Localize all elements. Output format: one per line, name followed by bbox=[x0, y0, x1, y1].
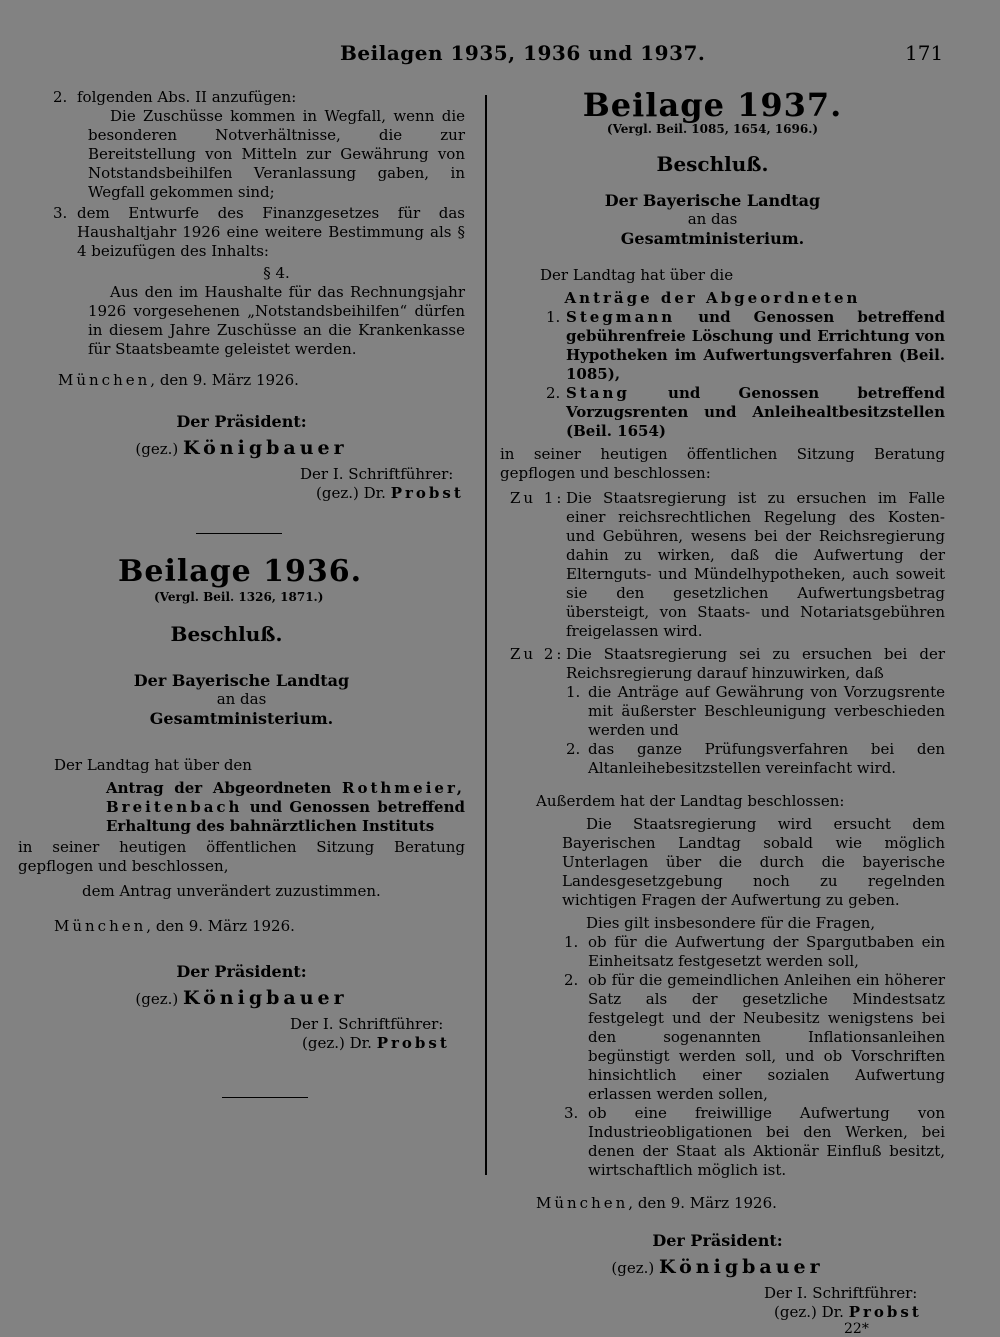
ausserdem-text: Die Staatsregierung wird ersucht dem Bayerischen Landtag sobald wie möglich Unterlagen über die durch die bayerische Landesgesetzgebung noch zu regelnden wichtigen Fragen der Aufwertung zu geben. bbox=[562, 815, 945, 909]
beilage-1937-landtag: Der Bayerische Landtag bbox=[604, 191, 821, 210]
beilage-1936-sitzung: in seiner heutigen öffentlichen Sitzung Beratung gepflogen und beschlossen, bbox=[18, 838, 465, 875]
beilage-1936-zustimmen: dem Antrag unverändert zuzustimmen. bbox=[82, 882, 381, 900]
beilage-1937-intro: Der Landtag hat über die bbox=[540, 266, 734, 284]
ausserdem-line: Außerdem hat der Landtag beschlossen: bbox=[536, 792, 845, 810]
beilage-1936-beschluss: Beschluß. bbox=[170, 622, 283, 646]
zu-2: Zu 2: Die Staatsregierung sei zu ersuchen bei der Reichsregierung darauf hinzuwirken, daß bbox=[510, 645, 945, 682]
zu-2-item-1: 1. die Anträge auf Gewährung von Vorzugsrente mit äußerster Beschleunigung verbeschieden werden und bbox=[566, 683, 945, 739]
date-line: München, den 9. März 1926. bbox=[58, 371, 299, 389]
list-item-3: 3. dem Entwurfe des Finanzgesetzes für das Haushaltjahr 1926 eine weitere Bestimmung als § 4 beizufügen des Inhalts: bbox=[53, 204, 465, 260]
beilage-1936-schriftfuehrer-label: Der I. Schriftführer: bbox=[290, 1015, 444, 1033]
section-rule bbox=[196, 533, 282, 534]
column-divider bbox=[485, 95, 487, 1175]
page-number: 171 bbox=[905, 41, 944, 65]
frage-3: 3. ob eine freiwillige Aufwertung von Industrieobligationen bei den Werken, bei denen der Staat als Aktionär Einfluß besitzt, wirtschaftlich möglich ist. bbox=[564, 1104, 945, 1179]
zu-2-item-2: 2. das ganze Prüfungsverfahren bei den Altanleihebesitzstellen vereinfacht wird. bbox=[566, 740, 945, 777]
beilage-1936-praesident-signature: (gez.) Königbauer bbox=[135, 987, 348, 1009]
beilage-1937-title: Beilage 1937. bbox=[582, 86, 843, 124]
beilage-1936-landtag: Der Bayerische Landtag bbox=[133, 671, 350, 690]
page-header bbox=[0, 41, 1000, 70]
right-column bbox=[500, 88, 945, 1336]
running-title: Beilagen 1935, 1936 und 1937. bbox=[340, 41, 706, 65]
frage-1: 1. ob für die Aufwertung der Spargutbaben ein Einheitsatz festgesetzt werden soll, bbox=[564, 933, 945, 970]
antraege-heading: Anträge der Abgeordneten bbox=[564, 289, 861, 307]
beilage-1937-ministerium: Gesamtministerium. bbox=[620, 229, 805, 248]
beilage-1937-date-line: München, den 9. März 1926. bbox=[536, 1194, 777, 1212]
beilage-1936-intro: Der Landtag hat über den bbox=[54, 756, 252, 774]
antrag-1: 1. Stegmann und Genossen betreffend gebührenfreie Löschung und Errichtung von Hypotheken im Aufwertungsverfahren (Beil. 1085), bbox=[546, 308, 945, 383]
beilage-1937-schriftfuehrer-label: Der I. Schriftführer: bbox=[764, 1284, 918, 1302]
schriftfuehrer-signature: (gez.) Dr. Probst bbox=[316, 484, 464, 502]
beilage-1936-vergl: (Vergl. Beil. 1326, 1871.) bbox=[154, 590, 324, 604]
praesident-label: Der Präsident: bbox=[176, 412, 307, 431]
signature-mark: 22* bbox=[844, 1321, 869, 1337]
schriftfuehrer-label: Der I. Schriftführer: bbox=[300, 465, 454, 483]
beilage-1937-vergl: (Vergl. Beil. 1085, 1654, 1696.) bbox=[606, 122, 819, 136]
fragen-intro: Dies gilt insbesondere für die Fragen, bbox=[586, 914, 876, 932]
beilage-1936-date-line: München, den 9. März 1926. bbox=[54, 917, 295, 935]
frage-2: 2. ob für die gemeindlichen Anleihen ein höherer Satz als der gesetzliche Mindestsatz festgelegt und der Neubesitz wenigstens bei den sogenannten Inflationsanleihen begünstigt werden soll, und ob Vorschriften hinsichtlich einer sozialen Aufwertung erlassen werden sollen, bbox=[564, 971, 945, 1103]
beilage-1936-schriftfuehrer-signature: (gez.) Dr. Probst bbox=[302, 1034, 450, 1052]
paragraph-text: Aus den im Haushalte für das Rechnungsjahr 1926 vorgesehenen „Notstandsbeihilfen“ dürfen in diesem Jahre Zuschüsse an die Krankenkasse für Staatsbeamte geleistet werden. bbox=[88, 283, 465, 358]
paragraph-sign: § 4. bbox=[263, 264, 290, 282]
beilage-1937-praesident-signature: (gez.) Königbauer bbox=[611, 1256, 824, 1278]
bottom-rule bbox=[222, 1097, 308, 1098]
beilage-1937-praesident-label: Der Präsident: bbox=[652, 1231, 783, 1250]
praesident-signature: (gez.) Königbauer bbox=[135, 437, 348, 459]
list-item-2: 2. folgenden Abs. II anzufügen: bbox=[53, 88, 297, 106]
zu-1: Zu 1: Die Staatsregierung ist zu ersuchen im Falle einer reichsrechtlichen Regelung des Kosten- und Gebühren, wesens bei der Reichsregierung dahin zu wirken, daß die Aufwertung der Elternguts- und Mündelhypotheken, auch soweit sie den gesetzlichen Aufwertungsbetrag übersteigt, von Staats- und Notariatsgebühren freigelassen wird. bbox=[510, 489, 945, 640]
left-column bbox=[18, 88, 465, 1098]
beilage-1936-praesident-label: Der Präsident: bbox=[176, 962, 307, 981]
item-2-quote: Die Zuschüsse kommen in Wegfall, wenn die besonderen Notverhältnisse, die zur Bereitstellung von Mitteln zur Gewährung von Notstandsbeihilfen Veranlassung gaben, in Wegfall gekommen sind; bbox=[88, 107, 465, 201]
beilage-1936-an-das: an das bbox=[216, 690, 267, 708]
beilage-1936-title: Beilage 1936. bbox=[118, 554, 363, 589]
beilage-1937-beschluss: Beschluß. bbox=[656, 152, 769, 176]
beilage-1937-sitzung: in seiner heutigen öffentlichen Sitzung Beratung gepflogen und beschlossen: bbox=[500, 445, 945, 482]
beilage-1937-schriftfuehrer-signature: (gez.) Dr. Probst bbox=[774, 1303, 922, 1321]
beilage-1936-antrag: Antrag der Abgeordneten Rothmeier, Breitenbach und Genossen betreffend Erhaltung des bahnärztlichen Instituts bbox=[106, 779, 465, 835]
beilage-1937-an-das: an das bbox=[687, 210, 738, 228]
beilage-1936-ministerium: Gesamtministerium. bbox=[149, 709, 334, 728]
antrag-2: 2. Stang und Genossen betreffend Vorzugsrenten und Anleihealtbesitzstellen (Beil. 1654) bbox=[546, 384, 945, 440]
